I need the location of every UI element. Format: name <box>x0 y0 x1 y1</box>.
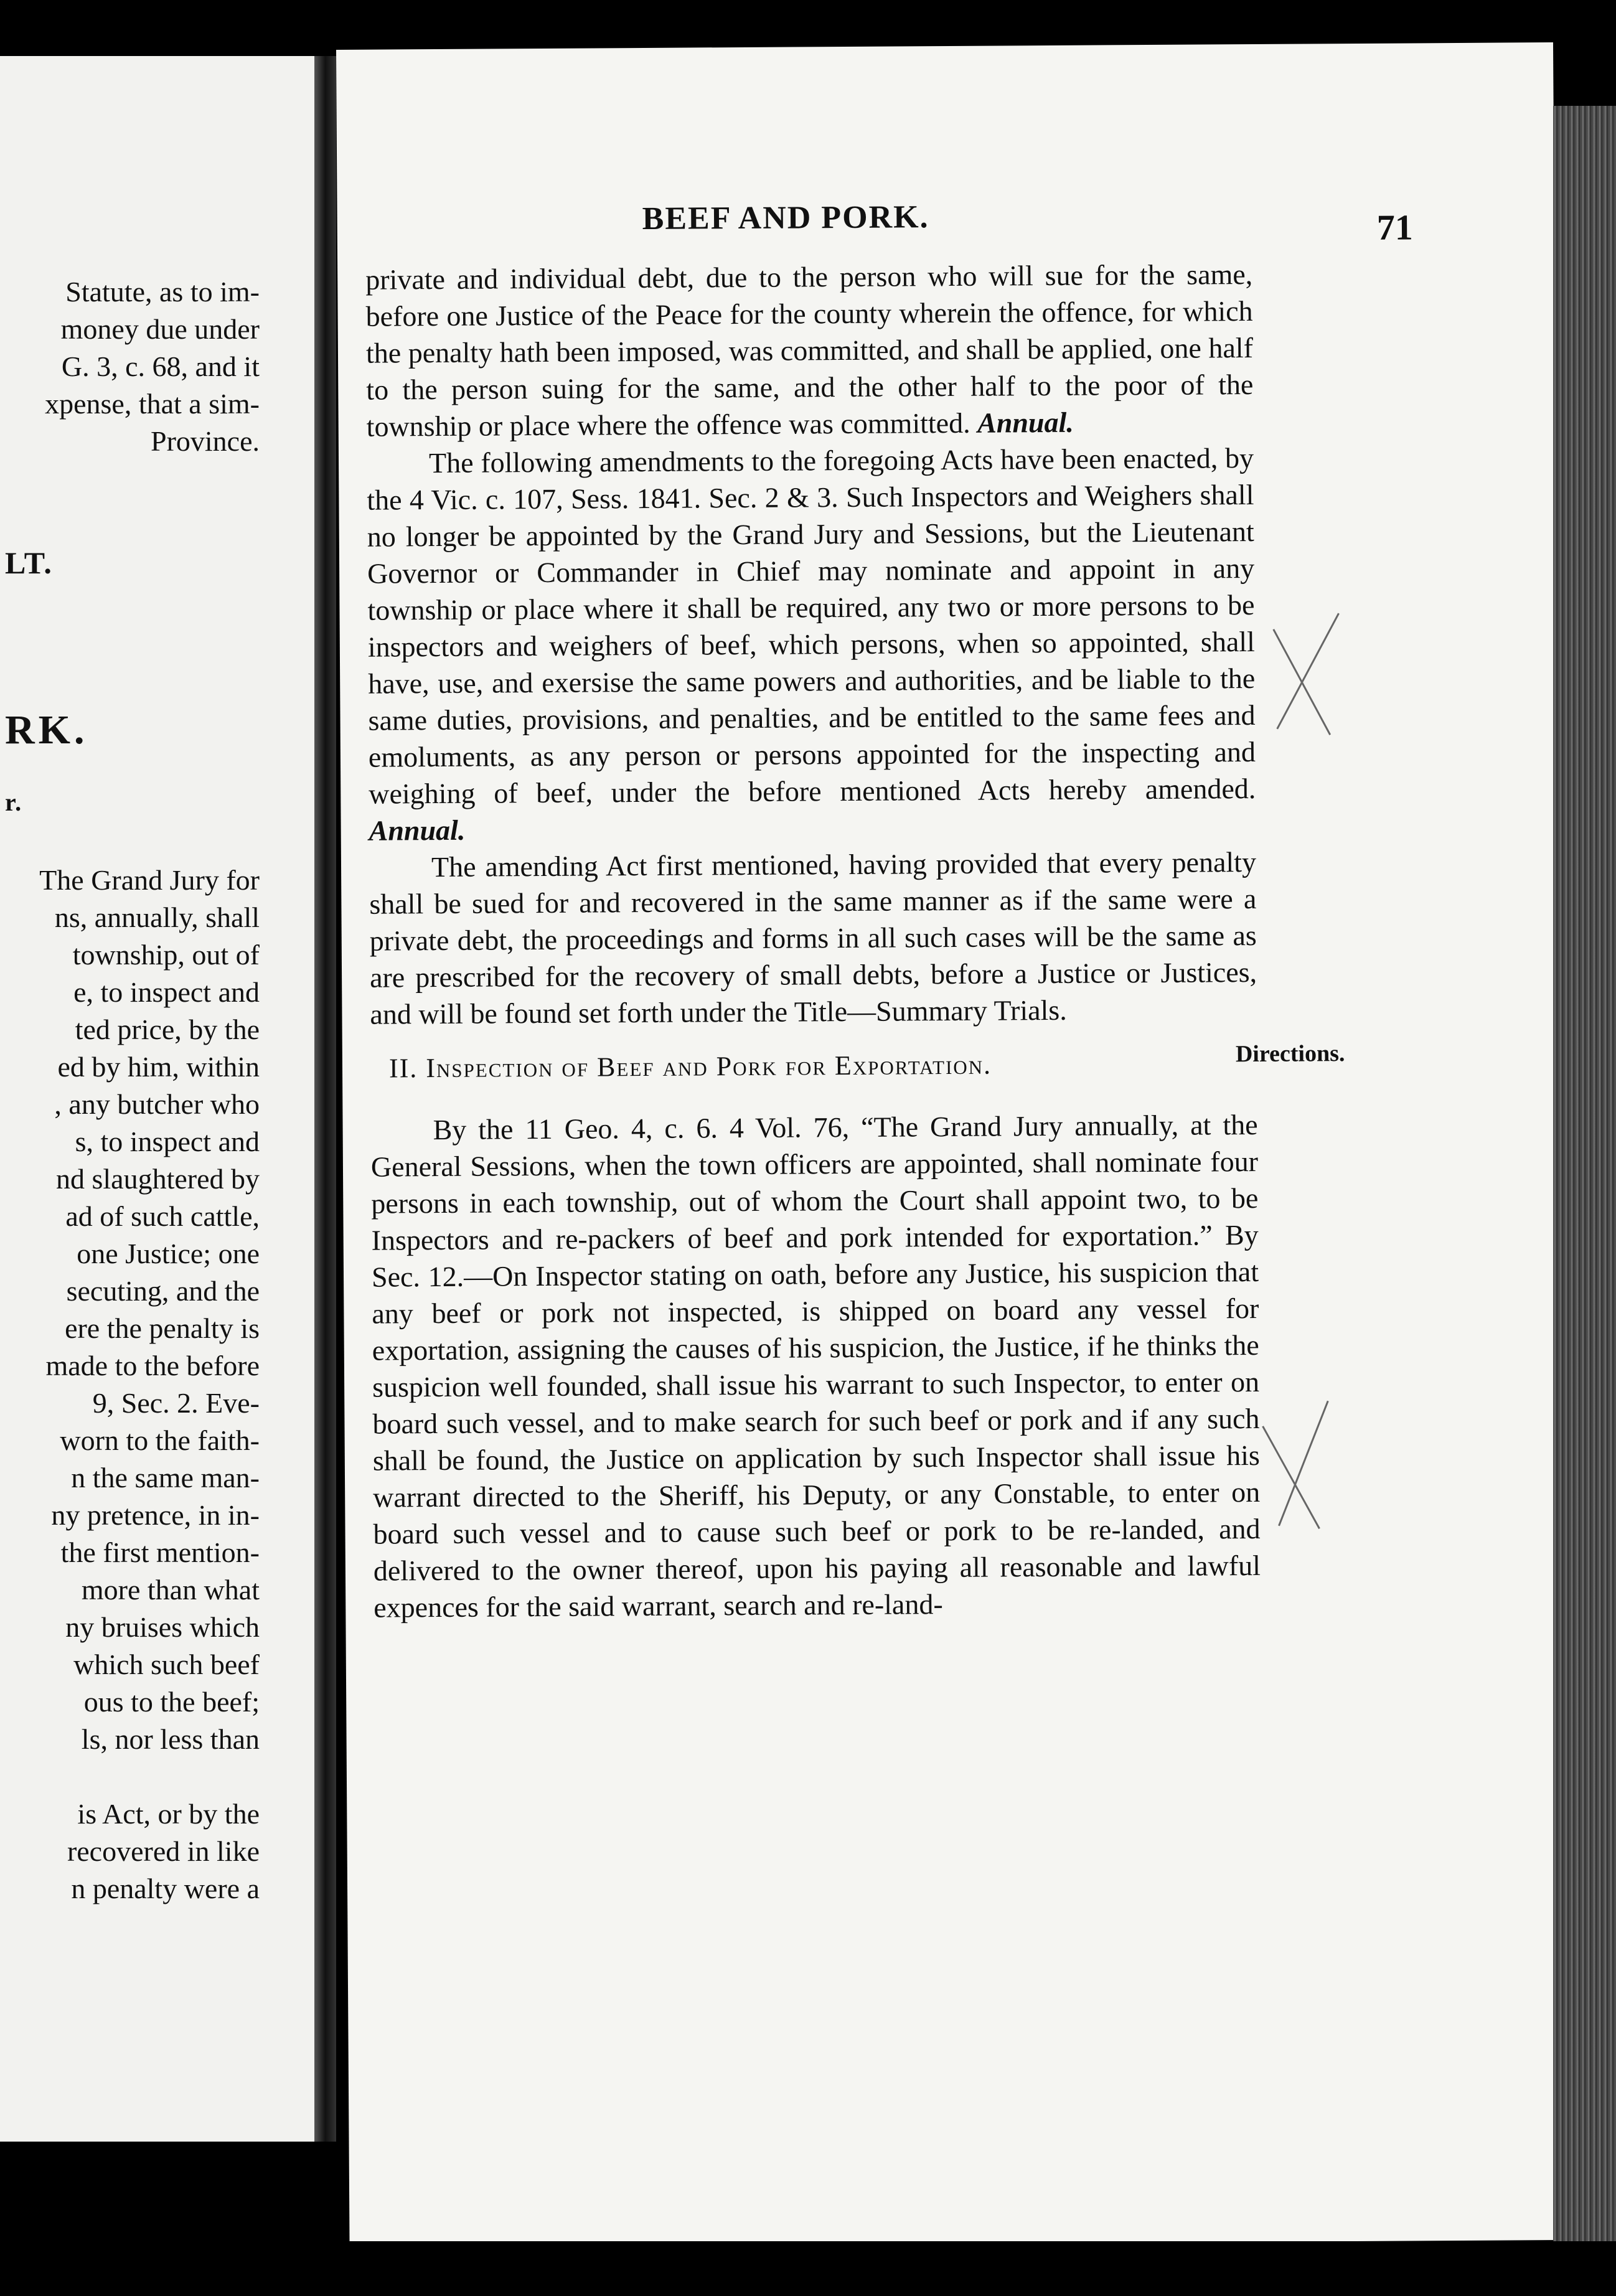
left-text-line: 9, Sec. 2. Eve- <box>92 1387 260 1419</box>
left-text-line: nd slaughtered by <box>55 1163 260 1195</box>
left-text-line: Province. <box>150 425 260 457</box>
left-page <box>0 56 314 2142</box>
page-number: 71 <box>1376 207 1413 248</box>
page-edge <box>1553 106 1616 2247</box>
left-text-line: ere the penalty is <box>65 1312 260 1344</box>
left-text-line: ed by him, within <box>57 1051 260 1083</box>
left-text-line: ous to the beef; <box>83 1686 260 1718</box>
annual-note: Annual. <box>977 406 1074 439</box>
body-text <box>365 256 1261 1626</box>
paragraph <box>370 1106 1261 1626</box>
left-text-line: made to the before <box>45 1350 260 1381</box>
left-text-line: one Justice; one <box>77 1238 260 1269</box>
left-text-line: xpense, that a sim- <box>45 388 260 420</box>
left-text-line: is Act, or by the <box>77 1798 260 1830</box>
paragraph <box>369 844 1257 1033</box>
book-gutter <box>314 56 336 2142</box>
scan-border <box>0 2241 1616 2296</box>
annual-note: Annual. <box>369 814 466 847</box>
running-head: BEEF AND PORK. <box>642 199 929 237</box>
left-text-line: ted price, by the <box>75 1014 260 1045</box>
left-text-line: n the same man- <box>71 1462 260 1494</box>
left-text-line: s, to inspect and <box>75 1126 260 1157</box>
left-text-line: e, to inspect and <box>73 976 260 1008</box>
left-text-line: township, out of <box>72 939 260 971</box>
left-heading: r. <box>5 788 23 816</box>
left-text-line: worn to the faith- <box>60 1424 260 1456</box>
left-heading: LT. <box>5 545 53 580</box>
left-text-line: more than what <box>81 1574 260 1606</box>
section-heading: II. Inspection of Beef and Pork for Exportation. <box>388 1049 992 1084</box>
left-text-line: recovered in like <box>67 1835 260 1867</box>
left-text-line: The Grand Jury for <box>39 864 260 896</box>
margin-note: Directions. <box>1235 1040 1345 1068</box>
left-text-line: secuting, and the <box>66 1275 260 1307</box>
left-text-line: which such beef <box>73 1649 260 1680</box>
paragraph-text: private and individual debt, due to the person who will sue for the same, before one Justice of the Peace for the county wherein the offence, for which the penalty hath been imposed, was committed, and shall be applied, one half to the person suing for the same, and the other half to the poor of the township or place where the offence was committed. <box>365 258 1254 443</box>
paragraph-text: The amending Act first mentioned, having provided that every penalty shall be sued for and recovered in the same manner as if the same were a private debt, the proceedings and forms in all such cases will be the same as are prescribed for the recovery of small debts, before a Justice or Justices, and will be found set forth under the Title—Summary Trials. <box>369 845 1257 1030</box>
left-text-line: n penalty were a <box>71 1873 260 1904</box>
paragraph <box>365 256 1254 445</box>
pencil-x-mark <box>1267 610 1343 748</box>
left-text-line: ad of such cattle, <box>65 1200 260 1232</box>
left-text-line: money due under <box>60 313 260 345</box>
paragraph <box>367 440 1256 849</box>
left-text-line: ns, annually, shall <box>54 901 260 933</box>
pencil-x-mark <box>1259 1395 1335 1538</box>
left-text-line: ny bruises which <box>65 1611 260 1643</box>
left-text-line: , any butcher who <box>54 1088 260 1120</box>
left-text-line: ny pretence, in in- <box>51 1499 260 1531</box>
left-text-line: ls, nor less than <box>81 1723 260 1755</box>
right-page <box>336 42 1567 2247</box>
left-text-line: G. 3, c. 68, and it <box>61 351 260 382</box>
left-text-line: the first mention- <box>60 1536 260 1568</box>
left-heading: RK. <box>5 707 88 753</box>
paragraph-text: The following amendments to the foregoing Acts have been enacted, by the 4 Vic. c. 107, Sess. 1841. Sec. 2 & 3. Such Inspectors and Weighers shall no longer be appointed by the Grand Jury and Sessions, but the Lieutenant Governor or Commander in Chief may nominate and appoint in any township or place where it shall be required, any two or more persons to be inspectors and weighers of beef, which persons, when so appointed, shall have, use, and exersise the same powers and authorities, and be liable to the same duties, provisions, and penalties, and be entitled to the same fees and emoluments, as any person or persons appointed for the inspecting and weighing of beef, under the before mentioned Acts hereby amended. <box>367 442 1256 810</box>
paragraph-text: By the 11 Geo. 4, c. 6. 4 Vol. 76, “The Grand Jury annually, at the General Sessions, when the town officers are appointed, shall nominate four persons in each township, out of whom the Court shall appoint two, to be Inspectors and re-packers of beef and pork intended for exportation.” By Sec. 12.—On Inspector stating on oath, before any Justice, his suspicion that any beef or pork not inspected, is shipped on board any vessel for exportation, assigning the causes of his suspicion, the Justice, if he thinks the suspicion well founded, shall issue his warrant to such Inspector, to enter on board such vessel, and to make search for such beef or pork and if any such shall be found, the Justice on application by such Inspector shall issue his warrant directed to the Sheriff, his Deputy, or any Constable, to enter on board such vessel and to cause such beef or pork to be re-landed, and delivered to the owner thereof, upon his paying all reasonable and lawful expences for the said warrant, search and re-land- <box>370 1108 1261 1624</box>
left-text-line: Statute, as to im- <box>65 276 260 308</box>
